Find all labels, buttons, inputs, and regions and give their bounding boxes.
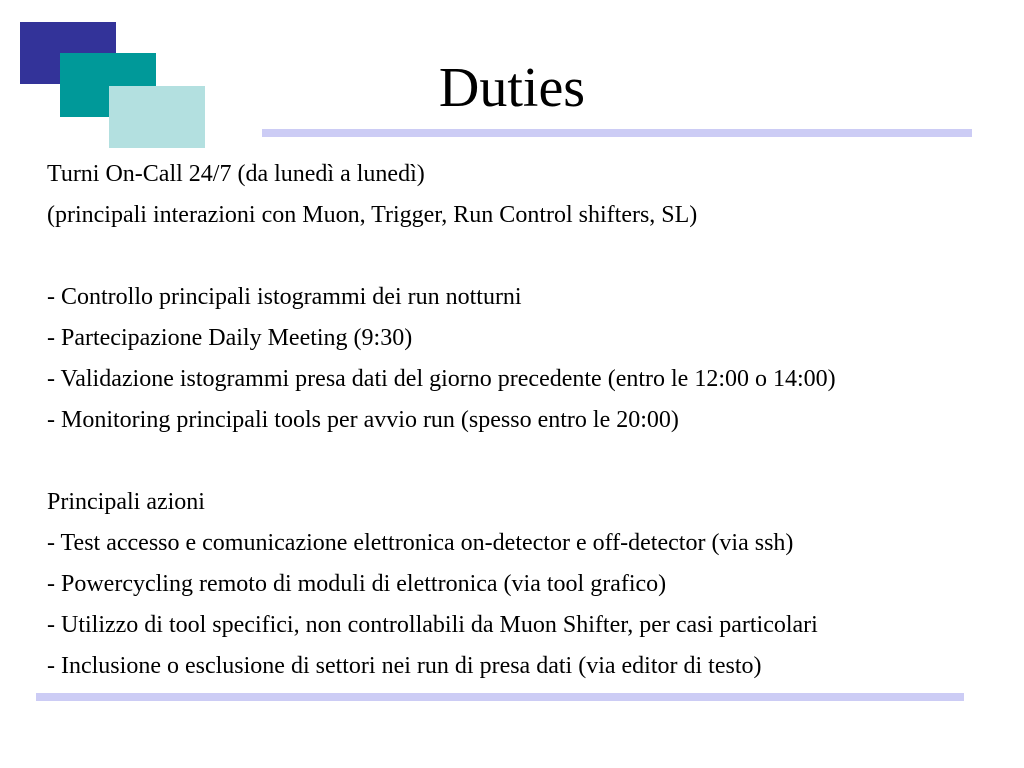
section-heading: Principali azioni [47, 489, 205, 515]
bullet-item: - Powercycling remoto di moduli di elettronica (via tool grafico) [47, 571, 667, 597]
bullet-item: - Monitoring principali tools per avvio run (spesso entro le 20:00) [47, 407, 679, 433]
slide-body [47, 154, 1007, 687]
bullet-item: - Utilizzo di tool specifici, non controllabili da Muon Shifter, per casi particolari [47, 612, 818, 638]
decor-square-light [109, 86, 205, 148]
blank-line [47, 441, 1007, 482]
slide-title: Duties [438, 57, 586, 119]
bullet-item: - Test accesso e comunicazione elettronica on-detector e off-detector (via ssh) [47, 530, 794, 556]
bullet-item: - Controllo principali istogrammi dei run notturni [47, 284, 522, 310]
bullet-item: - Validazione istogrammi presa dati del giorno precedente (entro le 12:00 o 14:00) [47, 366, 836, 392]
footer-divider [36, 693, 964, 701]
text-line: Turni On-Call 24/7 (da lunedì a lunedì) [47, 161, 425, 187]
text-line: (principali interazioni con Muon, Trigger, Run Control shifters, SL) [47, 202, 698, 228]
bullet-item: - Partecipazione Daily Meeting (9:30) [47, 325, 413, 351]
bullet-item: - Inclusione o esclusione di settori nei run di presa dati (via editor di testo) [47, 653, 762, 679]
title-divider [262, 129, 972, 137]
blank-line [47, 236, 1007, 277]
